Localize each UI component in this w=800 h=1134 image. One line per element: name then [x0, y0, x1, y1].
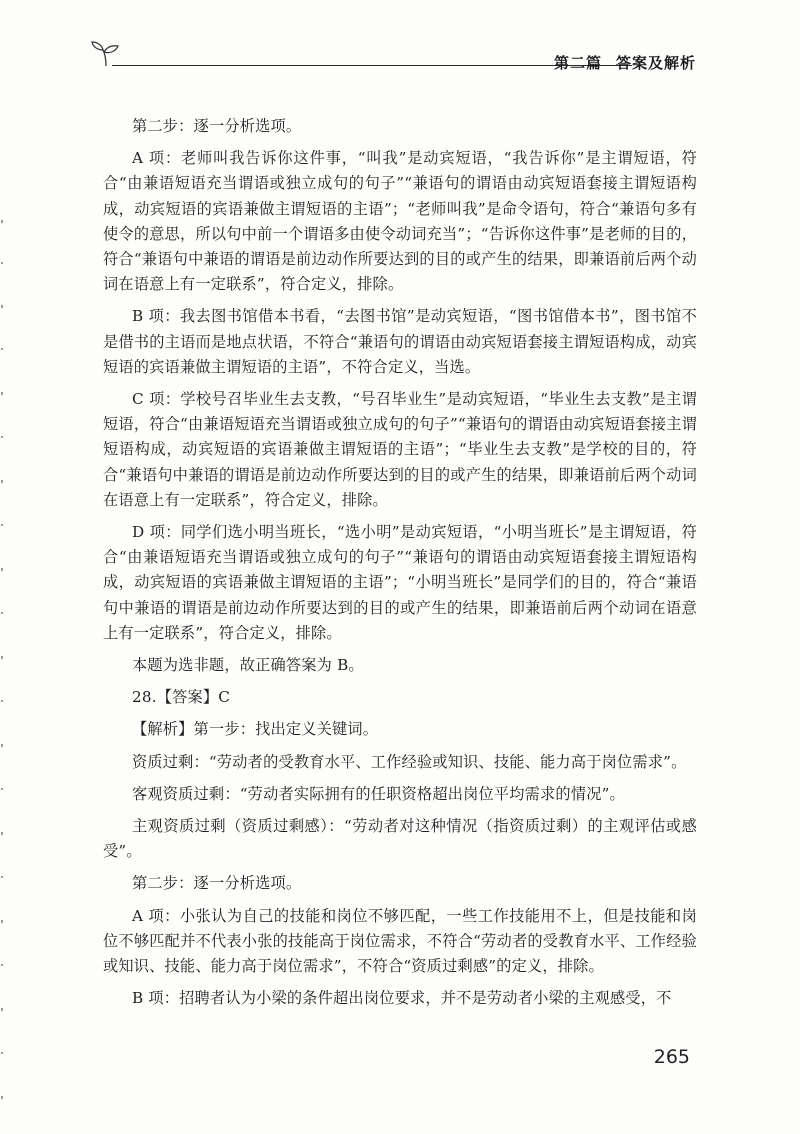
- paragraph: A 项：小张认为自己的技能和岗位不够匹配，一些工作技能用不上，但是技能和岗位不够匹配并不代表小张的技能高于岗位需求，不符合“劳动者的受教育水平、工作经验或知识、技能、能力高于岗位需求”，不符合“资质过剩感”的定义，排除。: [103, 906, 697, 976]
- paragraph: B 项：我去图书馆借本书看，“去图书馆”是动宾短语，“图书馆借本书”，图书馆不是借书的主语而是地点状语，不符合“兼语句的谓语由动宾短语套接主谓短语构成，动宾短语的宾语兼做主谓短语的主语”，不符合定义，当选。: [103, 307, 697, 376]
- page-number: 265: [653, 1046, 690, 1068]
- header-title: [554, 52, 696, 73]
- paragraph: 本题为选非题，故正确答案为 B。: [132, 656, 364, 675]
- paragraph: B 项：招聘者认为小梁的条件超出岗位要求，并不是劳动者小梁的主观感受，不: [132, 989, 672, 1008]
- answer-explanation-body: [103, 114, 697, 1019]
- paragraph: D 项：同学们选小明当班长，“选小明”是动宾短语，“小明当班长”是主谓短语，符合“由兼语短语充当谓语或独立成句的句子”“兼语句的谓语由动宾短语套接主谓短语构成，动宾短语的宾语兼做主谓短语的主语”；“小明当班长”是同学们的目的，符合“兼语句中兼语的谓语是前边动作所要达到的目的或产生的结果，即兼语前后两个动词在语意上有一定联系”，符合定义，排除。: [103, 523, 697, 642]
- answer-heading: 28.【答案】C: [132, 688, 231, 707]
- paragraph: 客观资质过剩：“劳动者实际拥有的任职资格超出岗位平均需求的情况”。: [132, 784, 625, 803]
- header-section: 答案及解析: [615, 54, 696, 72]
- analysis-heading: 【解析】第一步：找出定义关键词。: [132, 720, 379, 739]
- paragraph: 第二步：逐一分析选项。: [132, 874, 302, 893]
- binding-edge-marks: [0, 0, 8, 1130]
- paragraph: A 项：老师叫我告诉你这件事，“叫我”是动宾短语，“我告诉你”是主谓短语，符合“由兼语短语充当谓语或独立成句的句子”“兼语句的谓语由动宾短语套接主谓短语构成，动宾短语的宾语兼做主谓短语的主语”；“老师叫我”是命令语句，符合“兼语句多有使令的意思，所以句中前一个谓语多由使令动词充当”；“告诉你这件事”是老师的目的，符合“兼语句中兼语的谓语是前边动作所要达到的目的或产生的结果，即兼语前后两个动词在语意上有一定联系”，符合定义，排除。: [103, 149, 697, 294]
- paragraph: 主观资质过剩（资质过剩感）：“劳动者对这种情况（指资质过剩）的主观评估或感受”。: [103, 817, 697, 861]
- running-header: [90, 38, 702, 82]
- header-part: 第二篇: [553, 54, 602, 72]
- paragraph: C 项：学校号召毕业生去支教，“号召毕业生”是动宾短语，“毕业生去支教”是主谓短语，符合“由兼语短语充当谓语或独立成句的句子”“兼语句的谓语由动宾短语套接主谓短语构成，动宾短语的宾语兼做主谓短语的主语”；“毕业生去支教”是学校的目的，符合“兼语句中兼语的谓语是前边动作所要达到的目的或产生的结果，即兼语前后两个动词在语意上有一定联系”，符合定义，排除。: [103, 390, 697, 509]
- paragraph: 第二步：逐一分析选项。: [132, 117, 302, 135]
- paragraph: 资质过剩：“劳动者的受教育水平、工作经验或知识、技能、能力高于岗位需求”。: [132, 752, 687, 771]
